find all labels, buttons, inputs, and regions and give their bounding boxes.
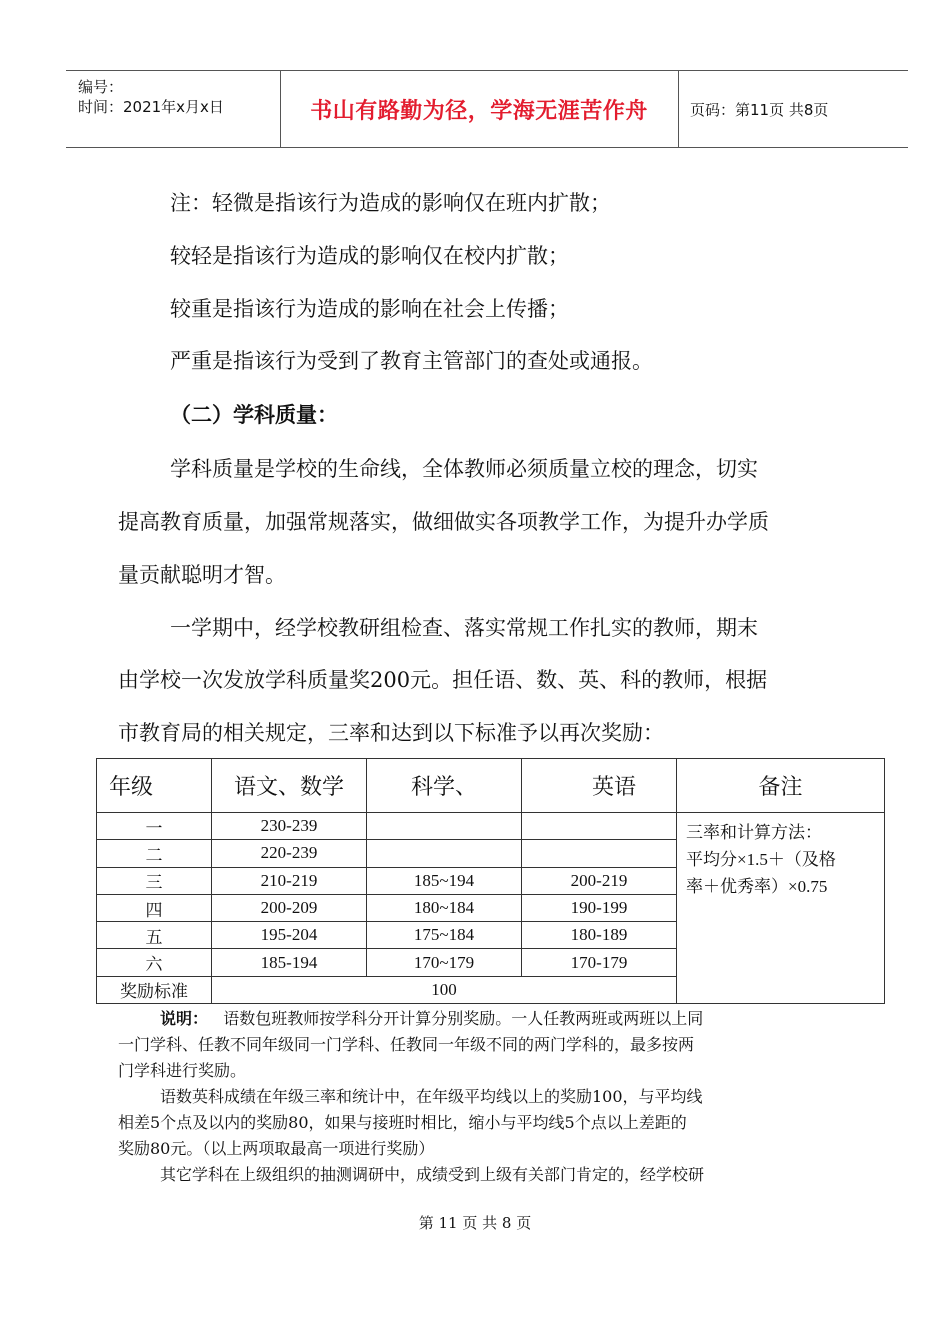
grade-cell: 四 [97, 894, 212, 921]
science-cell: 180~184 [367, 894, 522, 921]
chinese-math-cell: 230-239 [212, 813, 367, 840]
header-english: 英语 [522, 759, 677, 813]
date-line: 时间：2021年x月x日 [78, 98, 224, 116]
explain-line-1 [160, 1005, 703, 1032]
explain-label: 说明： [160, 1009, 209, 1028]
page-footer: 第 11 页 共 8 页 [418, 1214, 532, 1232]
header-remarks: 备注 [677, 759, 885, 813]
grade-cell: 六 [97, 949, 212, 976]
para2-line-3: 市教育局的相关规定，三率和达到以下标准予以再次奖励： [118, 721, 664, 745]
para2-line-1: 一学期中，经学校教研组检查、落实常规工作扎实的教师，期末 [170, 616, 758, 640]
header-chinese-math: 语文、数学 [212, 759, 367, 813]
note-line-2: 较轻是指该行为造成的影响仅在校内扩散； [170, 244, 569, 268]
header-motto: 书山有路勤为径，学海无涯苦作舟 [310, 98, 648, 124]
chinese-math-cell: 185-194 [212, 949, 367, 976]
number-label: 编号： [78, 78, 124, 96]
remarks-line-2: 平均分×1.5＋（及格 [686, 850, 836, 869]
english-cell: 180-189 [522, 922, 677, 949]
explain-line-4: 语数英科成绩在年级三率和统计中，在年级平均线以上的奖励100，与平均线 [160, 1087, 703, 1106]
chinese-math-cell: 200-209 [212, 894, 367, 921]
page-header [66, 70, 908, 148]
grade-cell: 三 [97, 867, 212, 894]
table-row [97, 813, 885, 840]
header-page-info: 页码：第11页 共8页 [690, 100, 829, 119]
explain-line-2: 一门学科、任教不同年级同一门学科、任教同一年级不同的两门学科的，最多按两 [118, 1035, 695, 1054]
science-cell: 170~179 [367, 949, 522, 976]
explain-line-6: 奖励80元。（以上两项取最高一项进行奖励） [118, 1139, 435, 1158]
science-cell [367, 813, 522, 840]
grade-cell: 五 [97, 922, 212, 949]
table-header-row [97, 759, 885, 813]
grade-cell: 二 [97, 840, 212, 867]
explain-text-1: 语数包班教师按学科分开计算分别奖励。一人任教两班或两班以上同 [223, 1009, 704, 1028]
para1-line-2: 提高教育质量，加强常规落实，做细做实各项教学工作，为提升办学质 [118, 510, 769, 534]
para1-line-3: 量贡献聪明才智。 [118, 563, 286, 587]
para2-line-2: 由学校一次发放学科质量奖200元。担任语、数、英、科的教师，根据 [118, 668, 768, 692]
science-cell [367, 840, 522, 867]
note-line-1: 注：轻微是指该行为造成的影响仅在班内扩散； [170, 191, 611, 215]
science-cell: 175~184 [367, 922, 522, 949]
reward-value-cell: 100 [212, 976, 677, 1003]
header-info-cell [66, 71, 280, 147]
explain-line-5: 相差5个点及以内的奖励80，如果与接班时相比，缩小与平均线5个点以上差距的 [118, 1113, 687, 1132]
chinese-math-cell: 220-239 [212, 840, 367, 867]
reward-label-cell: 奖励标准 [97, 976, 212, 1003]
explain-line-7: 其它学科在上级组织的抽测调研中，成绩受到上级有关部门肯定的，经学校研 [160, 1165, 705, 1184]
remarks-line-3: 率＋优秀率）×0.75 [686, 877, 828, 896]
chinese-math-cell: 195-204 [212, 922, 367, 949]
section-title: （二）学科质量： [170, 402, 338, 427]
chinese-math-cell: 210-219 [212, 867, 367, 894]
english-cell: 170-179 [522, 949, 677, 976]
note-line-3: 较重是指该行为造成的影响在社会上传播； [170, 297, 569, 321]
english-cell [522, 840, 677, 867]
english-cell: 190-199 [522, 894, 677, 921]
header-science: 科学、 [367, 759, 522, 813]
remarks-cell [677, 813, 885, 1004]
header-grade: 年级 [97, 759, 212, 813]
note-line-4: 严重是指该行为受到了教育主管部门的查处或通报。 [170, 349, 653, 373]
remarks-line-1: 三率和计算方法： [686, 823, 822, 842]
para1-line-1: 学科质量是学校的生命线，全体教师必须质量立校的理念，切实 [170, 457, 758, 481]
english-cell: 200-219 [522, 867, 677, 894]
grade-cell: 一 [97, 813, 212, 840]
reward-standard-table [96, 758, 885, 1004]
explain-line-3: 门学科进行奖励。 [118, 1061, 247, 1080]
english-cell [522, 813, 677, 840]
science-cell: 185~194 [367, 867, 522, 894]
